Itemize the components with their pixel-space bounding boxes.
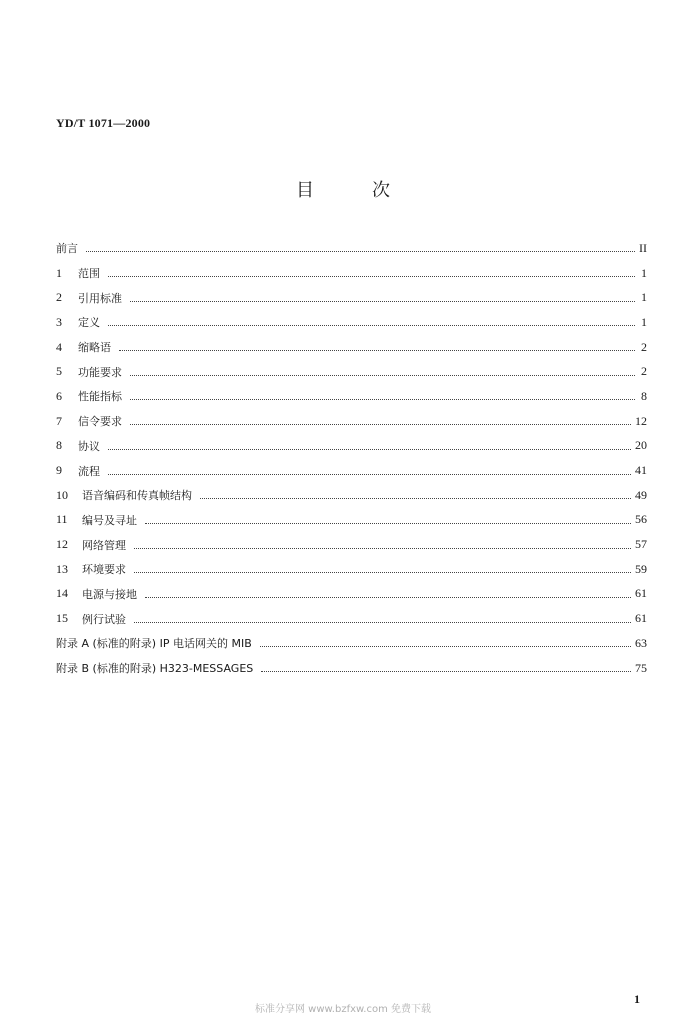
toc-entry-page: 20 <box>635 438 647 453</box>
title-char-1: 目 <box>296 180 314 201</box>
toc-entry-label: 性能指标 <box>78 390 122 404</box>
toc-entry-number: 6 <box>56 388 62 403</box>
toc-entry-page: 1 <box>641 265 647 280</box>
toc-entry-7[interactable] <box>56 409 647 434</box>
toc-entry-label: 例行试验 <box>82 612 126 626</box>
toc-entry-label: 环境要求 <box>82 563 126 577</box>
dot-leader <box>130 300 635 302</box>
dot-leader <box>134 547 631 549</box>
toc-entry-page: 57 <box>635 537 647 552</box>
toc-entry-9[interactable] <box>56 458 647 483</box>
toc-entry-3[interactable] <box>56 310 647 335</box>
toc-entry-15[interactable] <box>56 606 647 631</box>
toc-entry-number: 8 <box>56 438 62 453</box>
toc-entry-6[interactable] <box>56 384 647 409</box>
toc-entry-10[interactable] <box>56 483 647 508</box>
toc-entry-label: 附录 A (标准的附录) IP 电话网关的 MIB <box>56 637 252 651</box>
toc-entry-page: II <box>639 240 647 255</box>
toc-entry-page: 41 <box>635 463 647 478</box>
title-char-2: 次 <box>372 180 390 201</box>
toc-entry-label: 协议 <box>78 439 100 453</box>
dot-leader <box>108 275 635 277</box>
dot-leader <box>134 621 631 623</box>
toc-entry-page: 1 <box>641 314 647 329</box>
toc-entry-2[interactable] <box>56 285 647 310</box>
toc-entry-page: 2 <box>641 364 647 379</box>
toc-entry-1[interactable] <box>56 261 647 286</box>
toc-entry-page: 49 <box>635 487 647 502</box>
toc-entry-page: 12 <box>635 413 647 428</box>
toc-entry-label: 网络管理 <box>82 538 126 552</box>
toc-entry-page: 63 <box>635 635 647 650</box>
dot-leader <box>108 473 631 475</box>
toc-entry-12[interactable] <box>56 532 647 557</box>
toc-entry-page: 2 <box>641 339 647 354</box>
toc-entry-number: 12 <box>56 537 68 552</box>
dot-leader <box>130 423 631 425</box>
toc-entry-number: 4 <box>56 339 62 354</box>
toc-entry-page: 61 <box>635 611 647 626</box>
toc-entry-label: 缩略语 <box>78 341 111 355</box>
page-number: 1 <box>634 992 640 1006</box>
toc-entry-number: 1 <box>56 265 62 280</box>
dot-leader <box>200 497 631 499</box>
toc-entry-5[interactable] <box>56 359 647 384</box>
page-title <box>0 176 686 202</box>
toc-entry-number: 5 <box>56 364 62 379</box>
toc-entry-number: 11 <box>56 512 68 527</box>
toc-entry-label: 引用标准 <box>78 291 122 305</box>
toc-entry-number: 14 <box>56 586 68 601</box>
toc-entry-8[interactable] <box>56 434 647 459</box>
toc-entry-number: 2 <box>56 290 62 305</box>
toc-entry-foreword[interactable] <box>56 236 647 261</box>
toc-entry-number: 9 <box>56 463 62 478</box>
dot-leader <box>130 398 635 400</box>
toc-entry-number: 13 <box>56 561 68 576</box>
toc-entry-page: 61 <box>635 586 647 601</box>
toc-entry-appendix-b[interactable] <box>56 656 647 681</box>
toc-entry-13[interactable] <box>56 557 647 582</box>
dot-leader <box>119 349 635 351</box>
toc-entry-page: 56 <box>635 512 647 527</box>
dot-leader <box>145 596 631 598</box>
toc-entry-number: 3 <box>56 314 62 329</box>
toc-entry-number: 15 <box>56 611 68 626</box>
toc-entry-label: 电源与接地 <box>82 587 137 601</box>
toc-entry-page: 75 <box>635 660 647 675</box>
toc-entry-label: 编号及寻址 <box>82 513 137 527</box>
toc-entry-14[interactable] <box>56 582 647 607</box>
dot-leader <box>134 571 631 573</box>
watermark: 标准分享网 www.bzfxw.com 免费下载 <box>255 1004 431 1015</box>
toc-entry-page: 8 <box>641 388 647 403</box>
toc-entry-appendix-a[interactable] <box>56 631 647 656</box>
dot-leader <box>108 324 635 326</box>
toc-entry-label: 附录 B (标准的附录) H323-MESSAGES <box>56 662 254 676</box>
standard-code: YD/T 1071—2000 <box>56 116 151 130</box>
toc-entry-label: 前言 <box>56 242 78 256</box>
toc-entry-label: 定义 <box>78 316 100 330</box>
toc-entry-number: 10 <box>56 487 68 502</box>
toc-entry-number: 7 <box>56 413 62 428</box>
toc-entry-label: 语音编码和传真帧结构 <box>82 489 192 503</box>
toc-entry-label: 范围 <box>78 267 100 281</box>
dot-leader <box>261 670 631 672</box>
dot-leader <box>145 522 631 524</box>
dot-leader <box>130 374 635 376</box>
table-of-contents <box>56 236 647 680</box>
toc-entry-label: 功能要求 <box>78 365 122 379</box>
toc-entry-11[interactable] <box>56 508 647 533</box>
dot-leader <box>86 250 635 252</box>
dot-leader <box>108 448 631 450</box>
dot-leader <box>260 645 631 647</box>
toc-entry-label: 信令要求 <box>78 415 122 429</box>
toc-entry-4[interactable] <box>56 335 647 360</box>
toc-entry-label: 流程 <box>78 464 100 478</box>
toc-entry-page: 59 <box>635 561 647 576</box>
toc-entry-page: 1 <box>641 290 647 305</box>
